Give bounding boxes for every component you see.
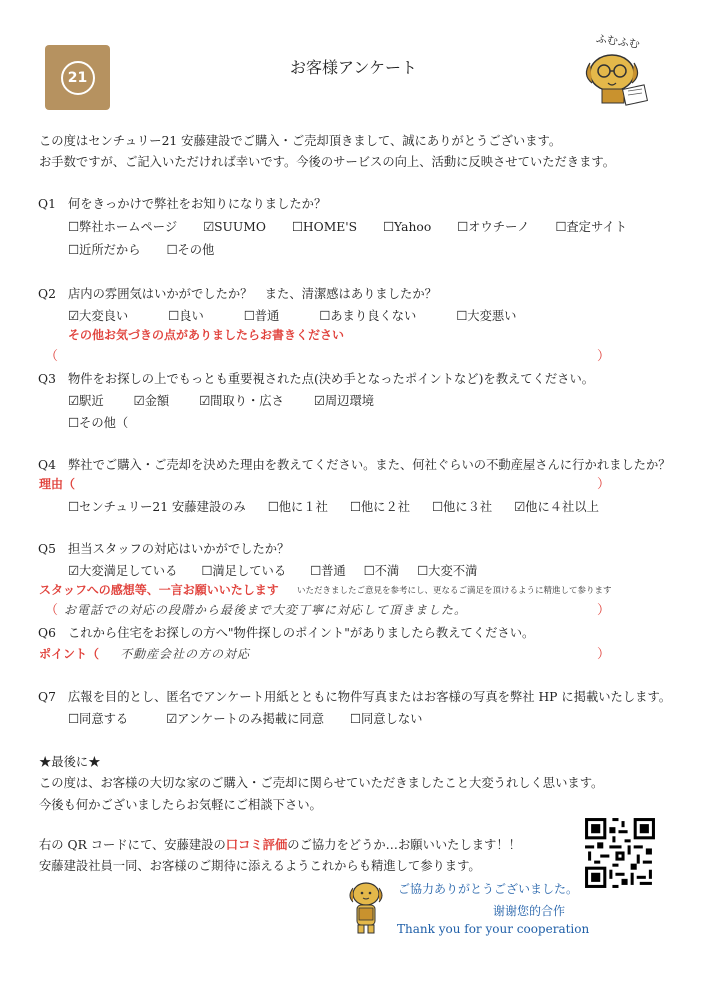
q2-paren-open: （	[45, 349, 59, 364]
dog-mascot-bottom-icon	[342, 878, 390, 938]
q4-option-four-plus[interactable]: ☑他に４社以上	[514, 500, 599, 514]
q1-option-homes[interactable]: ☐HOME'S	[291, 220, 358, 234]
q2-paren-close: ）	[597, 349, 611, 364]
q1-option-yahoo[interactable]: ☐Yahoo	[382, 220, 432, 234]
q4-question	[38, 455, 671, 473]
q2-option-not-good[interactable]: ☐あまり良くない	[319, 309, 417, 323]
q7-number: Q7	[38, 690, 56, 704]
q6-question	[38, 623, 534, 641]
q4-text: 弊社でご購入・ご売却を決めた理由を教えてください。また、何社ぐらいの不動産屋さんに行かれましたか？	[68, 458, 671, 472]
staff-line: 安藤建設社員一同、お客様のご期待に添えるようこれからも精進して参ります。	[39, 859, 481, 873]
q5-text: 担当スタッフの対応はいかがでしたか？	[68, 542, 290, 556]
q7-options	[68, 709, 444, 727]
q3-options-row2	[68, 413, 150, 431]
q7-question	[38, 687, 671, 705]
q5-option-very-dissatisfied[interactable]: ☐大変不満	[417, 564, 478, 578]
dog-mascot-icon	[580, 45, 660, 110]
thanks-chinese: 谢谢您的合作	[493, 904, 566, 918]
q3-option-other[interactable]: ☐その他（	[68, 416, 129, 430]
q5-note: スタッフへの感想等、一言お願いいたします	[39, 583, 279, 597]
q1-option-ouchino[interactable]: ☐オウチーノ	[457, 220, 530, 234]
q2-option-normal[interactable]: ☐普通	[243, 309, 280, 323]
qr-highlight: 口コミ評価	[225, 838, 288, 852]
q5-option-normal[interactable]: ☐普通	[310, 564, 346, 578]
q4-options	[68, 497, 621, 515]
q3-number: Q3	[38, 372, 56, 386]
q7-option-agree[interactable]: ☐同意する	[68, 712, 129, 726]
thanks-japanese: ご協力ありがとうございました。	[398, 882, 579, 896]
q6-handwritten-answer: 不動産会社の方の対応	[120, 647, 251, 661]
q1-question	[38, 194, 326, 212]
q4-reason-label: 理由（	[39, 477, 76, 491]
q5-option-dissatisfied[interactable]: ☐不満	[363, 564, 400, 578]
q2-option-good[interactable]: ☐良い	[168, 309, 204, 323]
q1-option-satei[interactable]: ☐査定サイト	[555, 220, 627, 234]
q4-option-only[interactable]: ☐センチュリー21 安藤建設のみ	[68, 500, 246, 514]
q1-option-suumo[interactable]: ☑SUUMO	[203, 220, 266, 234]
q7-option-survey-only[interactable]: ☑アンケートのみ掲載に同意	[166, 712, 324, 726]
closing-line-1: この度は、お客様の大切な家のご購入・ご売却に関らせていただきましたこと大変うれしく思います。	[39, 776, 604, 790]
q1-text: 何をきっかけで弊社をお知りになりましたか？	[68, 197, 327, 211]
q6-point-label: ポイント（	[39, 647, 100, 661]
q5-number: Q5	[38, 542, 56, 556]
q5-note-small: いただきましたご意見を参考にし、更なるご満足を頂けるように精進して参ります	[297, 586, 612, 596]
q5-options	[68, 561, 499, 579]
q2-question	[38, 284, 437, 302]
intro-line-2: お手数ですが、ご記入いただければ幸いです。今後のサービスの向上、活動に反映させていただきます。	[39, 155, 615, 169]
q2-number: Q2	[38, 287, 56, 301]
q4-number: Q4	[38, 458, 56, 472]
q2-note: その他お気づきの点がありましたらお書きください	[68, 328, 345, 342]
q2-options	[68, 306, 538, 324]
q3-question	[38, 369, 594, 387]
closing-heading: ★最後に★	[39, 755, 101, 769]
q3-option-price[interactable]: ☑金額	[133, 394, 170, 408]
q7-option-disagree[interactable]: ☐同意しない	[349, 712, 423, 726]
page-title: お客様アンケート	[289, 58, 418, 77]
logo-mark: 21	[61, 61, 95, 95]
q3-options-row1	[68, 391, 396, 409]
thanks-english: Thank you for your cooperation	[397, 922, 590, 936]
q1-number: Q1	[38, 197, 56, 211]
q1-options-row2	[68, 240, 236, 258]
q2-option-very-good[interactable]: ☑大変良い	[68, 309, 129, 323]
mascot-sound-text: ふむふむ	[595, 31, 641, 51]
q5-option-satisfied[interactable]: ☐満足している	[201, 564, 287, 578]
q6-paren-close: ）	[597, 647, 611, 662]
q1-option-other[interactable]: ☐その他	[166, 243, 215, 257]
q5-question	[38, 539, 289, 557]
qr-request-line	[39, 835, 521, 853]
q3-option-station[interactable]: ☑駅近	[68, 394, 104, 408]
q5-option-very-satisfied[interactable]: ☑大変満足している	[68, 564, 178, 578]
q5-paren-close: ）	[597, 603, 611, 618]
qr-line-after: のご協力をどうか…お願いいたします！！	[287, 838, 521, 852]
q1-option-website[interactable]: ☐弊社ホームページ	[68, 220, 178, 234]
qr-code-icon[interactable]	[582, 815, 658, 891]
intro-line-1: この度はセンチュリー21 安藤建設でご購入・ご売却頂きまして、誠にありがとうございます。	[39, 134, 562, 148]
q4-option-one-more[interactable]: ☐他に１社	[267, 500, 328, 514]
q3-text: 物件をお探しの上でもっとも重要視された点(決め手となったポイントなど)を教えてください。	[68, 372, 595, 386]
q6-text: これから住宅をお探しの方へ"物件探しのポイント"がありましたら教えてください。	[68, 626, 535, 640]
q6-number: Q6	[38, 626, 56, 640]
q5-paren-open: （	[45, 603, 59, 618]
q1-options-row1	[68, 217, 649, 235]
q2-option-very-bad[interactable]: ☐大変悪い	[456, 309, 517, 323]
closing-line-2: 今後も何かございましたらお気軽にご相談下さい。	[39, 798, 322, 812]
q7-text: 広報を目的とし、匿名でアンケート用紙とともに物件写真またはお客様の写真を弊社 HP に掲載いたします。	[68, 690, 672, 704]
q2-text: 店内の雰囲気はいかがでしたか？ また、清潔感はありましたか？	[68, 287, 437, 301]
q3-option-environment[interactable]: ☑周辺環境	[313, 394, 375, 408]
q5-handwritten-answer: お電話での対応の段階から最後まで大変丁寧に対応して頂きました。	[64, 603, 468, 617]
qr-line-before: 右の QR コードにて、安藤建設の	[39, 838, 226, 852]
q4-option-three-more[interactable]: ☐他に３社	[431, 500, 493, 514]
q1-option-nearby[interactable]: ☐近所だから	[68, 243, 141, 257]
q4-option-two-more[interactable]: ☐他に２社	[349, 500, 411, 514]
q4-paren-close: ）	[597, 477, 611, 492]
q3-option-layout[interactable]: ☑間取り・広さ	[199, 394, 284, 408]
